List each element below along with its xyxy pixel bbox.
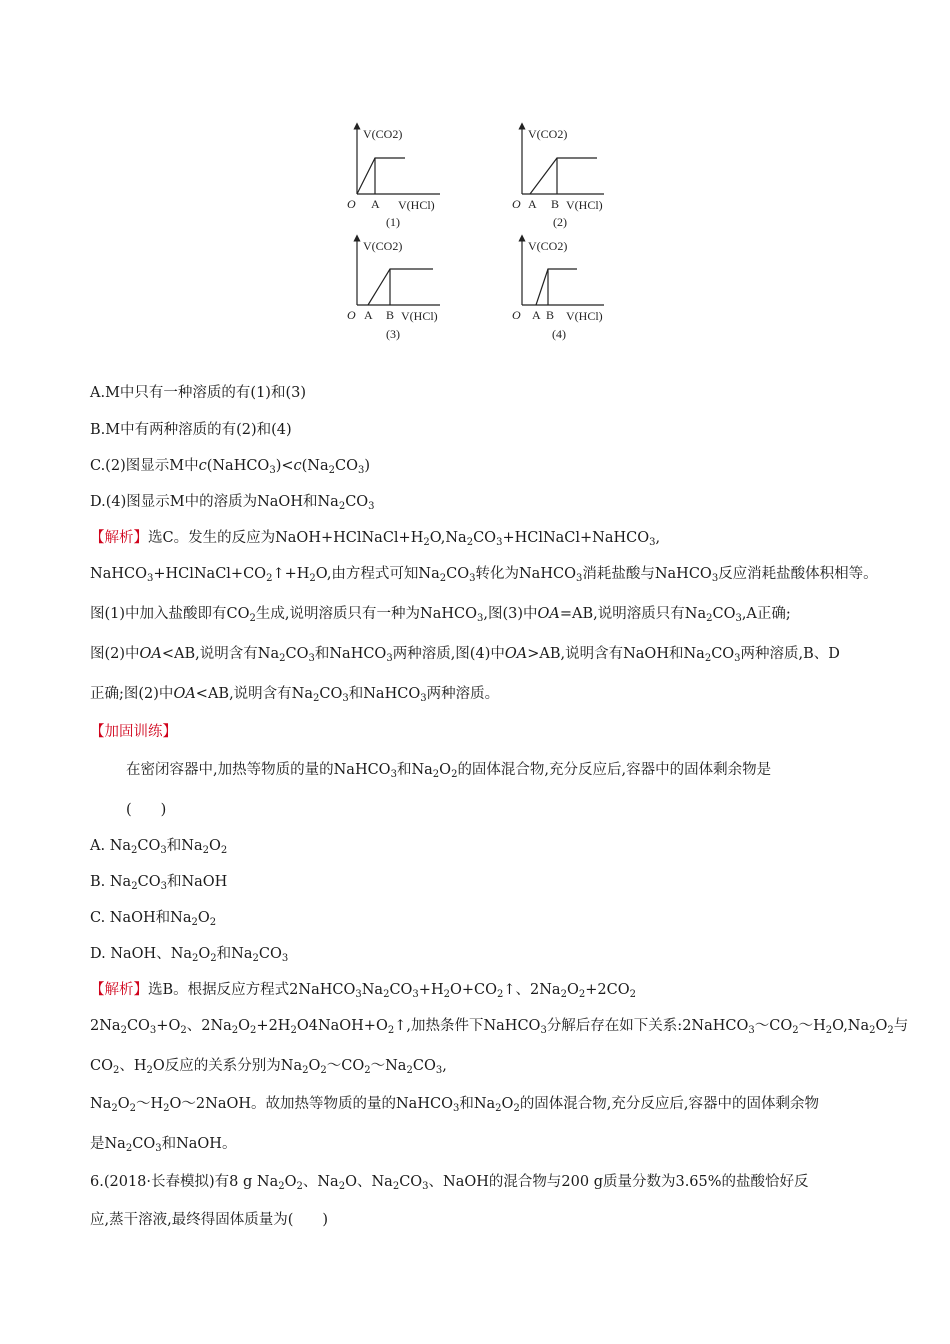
analysis-1-line-2: $NaHCO_3+HClNaCl+CO_2↑+H_2O$,由方程式可知$Na_2CO_3$转化为NaHCO$_3$消耗盐酸与NaHCO$_3$反应消耗盐酸体积相等。: [90, 566, 878, 584]
graph-4-ylabel: V(CO2): [528, 239, 568, 253]
graph-3-xlabel: V(HCl): [401, 309, 438, 323]
graph-2-ylabel: V(CO2): [528, 127, 568, 141]
training-question: 在密闭容器中,加热等物质的量的NaHCO$_3$和$Na_2O_2$的固体混合物,充分反应后,容器中的固体剩余物是: [126, 762, 772, 780]
graph-3-origin: O: [347, 308, 356, 322]
graph-1-caption: (1): [386, 215, 400, 229]
graph-4-caption: (4): [552, 327, 566, 341]
analysis-2-line-5: 是$Na_2CO_3$和NaOH。: [90, 1136, 237, 1154]
option-b: B.M中有两种溶质的有(2)和(4): [90, 422, 292, 438]
graph-1-ylabel: V(CO2): [363, 127, 403, 141]
analysis-1-line-1: 【解析】选C。发生的反应为$NaOH+HClNaCl+H_2O,Na_2CO_3+HClNaCl+NaHCO_3$,: [90, 530, 661, 548]
option-c: C.(2)图显示M中$c(NaHCO_3)<c(Na_2CO_3)$: [90, 458, 371, 476]
question-6-line-1: 6.(2018·长春模拟)有8 g $Na_2O_2$、$Na_2O$、$Na_2CO_3$、NaOH的混合物与200 g质量分数为3.65%的盐酸恰好反: [90, 1174, 809, 1192]
graph-2-origin: O: [512, 197, 521, 211]
training-option-c: C. NaOH和$Na_2O_2$: [90, 910, 217, 928]
analysis-1-line-3: 图(1)中加入盐酸即有$CO_2$生成,说明溶质只有一种为NaHCO$_3$,图(3)中OA=AB,说明溶质只有$Na_2CO_3,A$正确;: [90, 606, 791, 624]
analysis-2-line-2: $2Na_2CO_3+O_2$、$2Na_2O_2+2H_2O4NaOH+O_2↑$,加热条件下NaHCO$_3$分解后存在如下关系$:2NaHCO_3\sim CO_2\sim H_2O,Na_2O_2$与: [90, 1018, 909, 1036]
question-6-line-2: 应,蒸干溶液,最终得固体质量为( ): [90, 1212, 329, 1228]
analysis-1-line-5: 正确;图(2)中OA<AB,说明含有$Na_2CO_3$和NaHCO$_3$两种溶质。: [90, 686, 500, 704]
analysis-1-line-4: 图(2)中OA<AB,说明含有$Na_2CO_3$和NaHCO$_3$两种溶质,图(4)中OA>AB,说明含有NaOH和$Na_2CO_3$两种溶质,B、D: [90, 646, 840, 664]
analysis-2-line-4: $Na_2O_2\sim H_2O\sim 2NaOH$。故加热等物质的量的NaHCO$_3$和$Na_2O_2$的固体混合物,充分反应后,容器中的固体剩余物: [90, 1096, 820, 1114]
analysis-tag: 【解析】: [90, 530, 148, 546]
graph-1-origin: O: [347, 197, 356, 211]
graph-3-ylabel: V(CO2): [363, 239, 403, 253]
training-option-d: D. NaOH、$Na_2O_2$和$Na_2CO_3$: [90, 946, 289, 964]
graph-2-point-b: B: [551, 197, 560, 211]
analysis-2-line-1: 【解析】选B。根据反应方程式$2NaHCO_3Na_2CO_3+H_2O+CO_2↑$、$2Na_2O_2+2CO_2$: [90, 982, 636, 1000]
option-a: A.M中只有一种溶质的有(1)和(3): [90, 385, 307, 401]
graph-1-xlabel: V(HCl): [398, 198, 435, 212]
co2-hcl-graphs: [0, 0, 950, 360]
graph-2-point-a: A: [528, 197, 537, 211]
graph-3-caption: (3): [386, 327, 400, 341]
graph-4-xlabel: V(HCl): [566, 309, 603, 323]
option-d: D.(4)图显示M中的溶质为NaOH和$Na_2CO_3$: [90, 494, 375, 512]
graph-3-point-b: B: [386, 308, 395, 322]
training-answer-paren: ( ): [126, 802, 167, 818]
graph-4-point-a: A: [532, 308, 541, 322]
graph-2-xlabel: V(HCl): [566, 198, 603, 212]
training-tag: 【加固训练】: [90, 724, 177, 740]
training-option-b: B. $Na_2CO_3$和NaOH: [90, 874, 228, 892]
graph-2-caption: (2): [553, 215, 567, 229]
analysis-2-line-3: $CO_2$、$H_2O$反应的关系分别为$Na_2O_2\sim CO_2\sim Na_2CO_3$,: [90, 1058, 447, 1076]
graph-4-origin: O: [512, 308, 521, 322]
graph-4-point-b: B: [546, 308, 555, 322]
graph-3-point-a: A: [364, 308, 373, 322]
graph-1-point-a: A: [371, 197, 380, 211]
training-option-a: A. $Na_2CO_3$和$Na_2O_2$: [90, 838, 228, 856]
